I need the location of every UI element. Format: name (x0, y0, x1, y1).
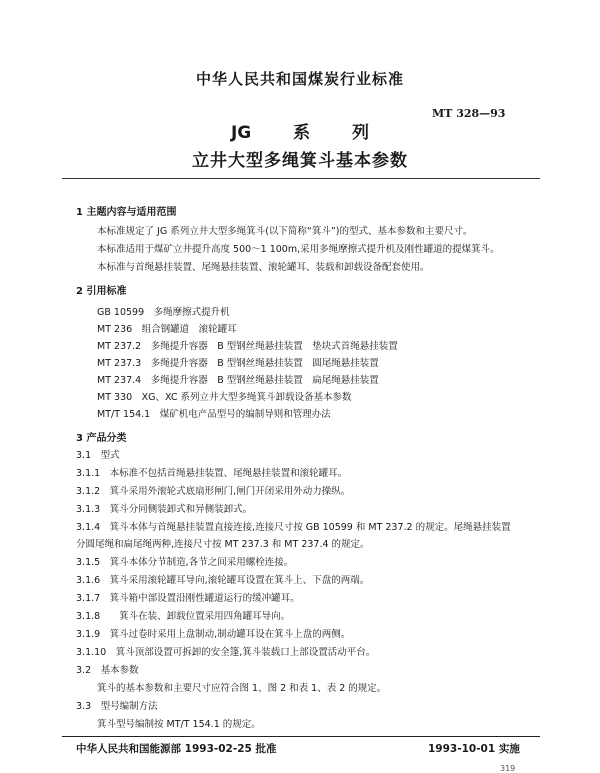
implementation-date: 1993-10-01 实施 (428, 743, 520, 755)
section-1-paragraph-1: 本标准规定了 JG 系列立井大型多绳箕斗(以下简称“箕斗”)的型式、基本参数和主要尺寸。 (97, 226, 473, 237)
title-series: JG 系 列 (230, 123, 370, 143)
title-main: 立井大型多绳箕斗基本参数 (192, 151, 408, 171)
reference-item: MT 330 XG、XC 系列立井大型多绳箕斗卸载设备基本参数 (97, 392, 352, 403)
clause-3-1-8: 3.1.8 箕斗在装、卸载位置采用四角罐耳导向。 (76, 611, 291, 622)
reference-item: MT 236 组合钢罐道 滚轮罐耳 (97, 324, 237, 335)
clause-3-1-3: 3.1.3 箕斗分同侧装卸式和异侧装卸式。 (76, 504, 253, 515)
clause-3-1: 3.1 型式 (76, 450, 120, 461)
standard-number: MT 328—93 (432, 107, 506, 120)
clause-3-1-9: 3.1.9 箕斗过卷时采用上盘制动,制动罐耳设在箕斗上盘的两侧。 (76, 629, 351, 640)
issuing-organization: 中华人民共和国煤炭行业标准 (195, 70, 404, 88)
reference-item: MT 237.3 多绳提升容器 B 型钢丝绳悬挂装置 圆尾绳悬挂装置 (97, 358, 379, 369)
approval-info: 中华人民共和国能源部 1993-02-25 批准 (76, 743, 277, 755)
section-1-paragraph-3: 本标准与首绳悬挂装置、尾绳悬挂装置、滚轮罐耳、装载和卸载设备配套使用。 (97, 262, 430, 273)
section-1-heading: 1 主题内容与适用范围 (76, 207, 177, 218)
clause-3-2-text: 箕斗的基本参数和主要尺寸应符合图 1、图 2 和表 1、表 2 的规定。 (97, 683, 387, 694)
clause-3-1-4-continued: 分圆尾绳和扁尾绳两种,连接尺寸按 MT 237.3 和 MT 237.4 的规定。 (76, 539, 370, 550)
clause-3-1-2: 3.1.2 箕斗采用外滚轮式底扇形闸门,闸门开闭采用外动力操纵。 (76, 486, 351, 497)
section-1-paragraph-2: 本标准适用于煤矿立井提升高度 500～1 100m,采用多绳摩擦式提升机及刚性罐道的提煤箕斗。 (97, 244, 500, 255)
clause-3-3: 3.3 型号编制方法 (76, 701, 158, 712)
clause-3-1-6: 3.1.6 箕斗采用滚轮罐耳导向,滚轮罐耳设置在箕斗上、下盘的两端。 (76, 575, 370, 586)
footer-divider (62, 736, 540, 737)
clause-3-1-5: 3.1.5 箕斗本体分节制造,各节之间采用螺栓连接。 (76, 557, 294, 568)
reference-item: GB 10599 多绳摩擦式提升机 (97, 307, 230, 318)
page-number: 319 (500, 764, 516, 773)
reference-item: MT 237.2 多绳提升容器 B 型钢丝绳悬挂装置 垫块式首绳悬挂装置 (97, 341, 398, 352)
reference-item: MT/T 154.1 煤矿机电产品型号的编制导则和管理办法 (97, 409, 331, 420)
clause-3-3-text: 箕斗型号编制按 MT/T 154.1 的规定。 (97, 719, 261, 730)
header-divider (62, 178, 540, 179)
clause-3-1-7: 3.1.7 箕斗箱中部设置沿刚性罐道运行的缓冲罐耳。 (76, 593, 300, 604)
clause-3-1-1: 3.1.1 本标准不包括首绳悬挂装置、尾绳悬挂装置和滚轮罐耳。 (76, 468, 348, 479)
section-3-heading: 3 产品分类 (76, 433, 127, 444)
section-2-heading: 2 引用标准 (76, 286, 127, 297)
clause-3-1-10: 3.1.10 箕斗顶部设置可拆卸的安全篷,箕斗装载口上部设置活动平台。 (76, 647, 376, 658)
clause-3-2: 3.2 基本参数 (76, 665, 139, 676)
reference-item: MT 237.4 多绳提升容器 B 型钢丝绳悬挂装置 扁尾绳悬挂装置 (97, 375, 379, 386)
clause-3-1-4: 3.1.4 箕斗本体与首绳悬挂装置直接连接,连接尺寸按 GB 10599 和 MT 237.2 的规定。尾绳悬挂装置 (76, 522, 511, 533)
